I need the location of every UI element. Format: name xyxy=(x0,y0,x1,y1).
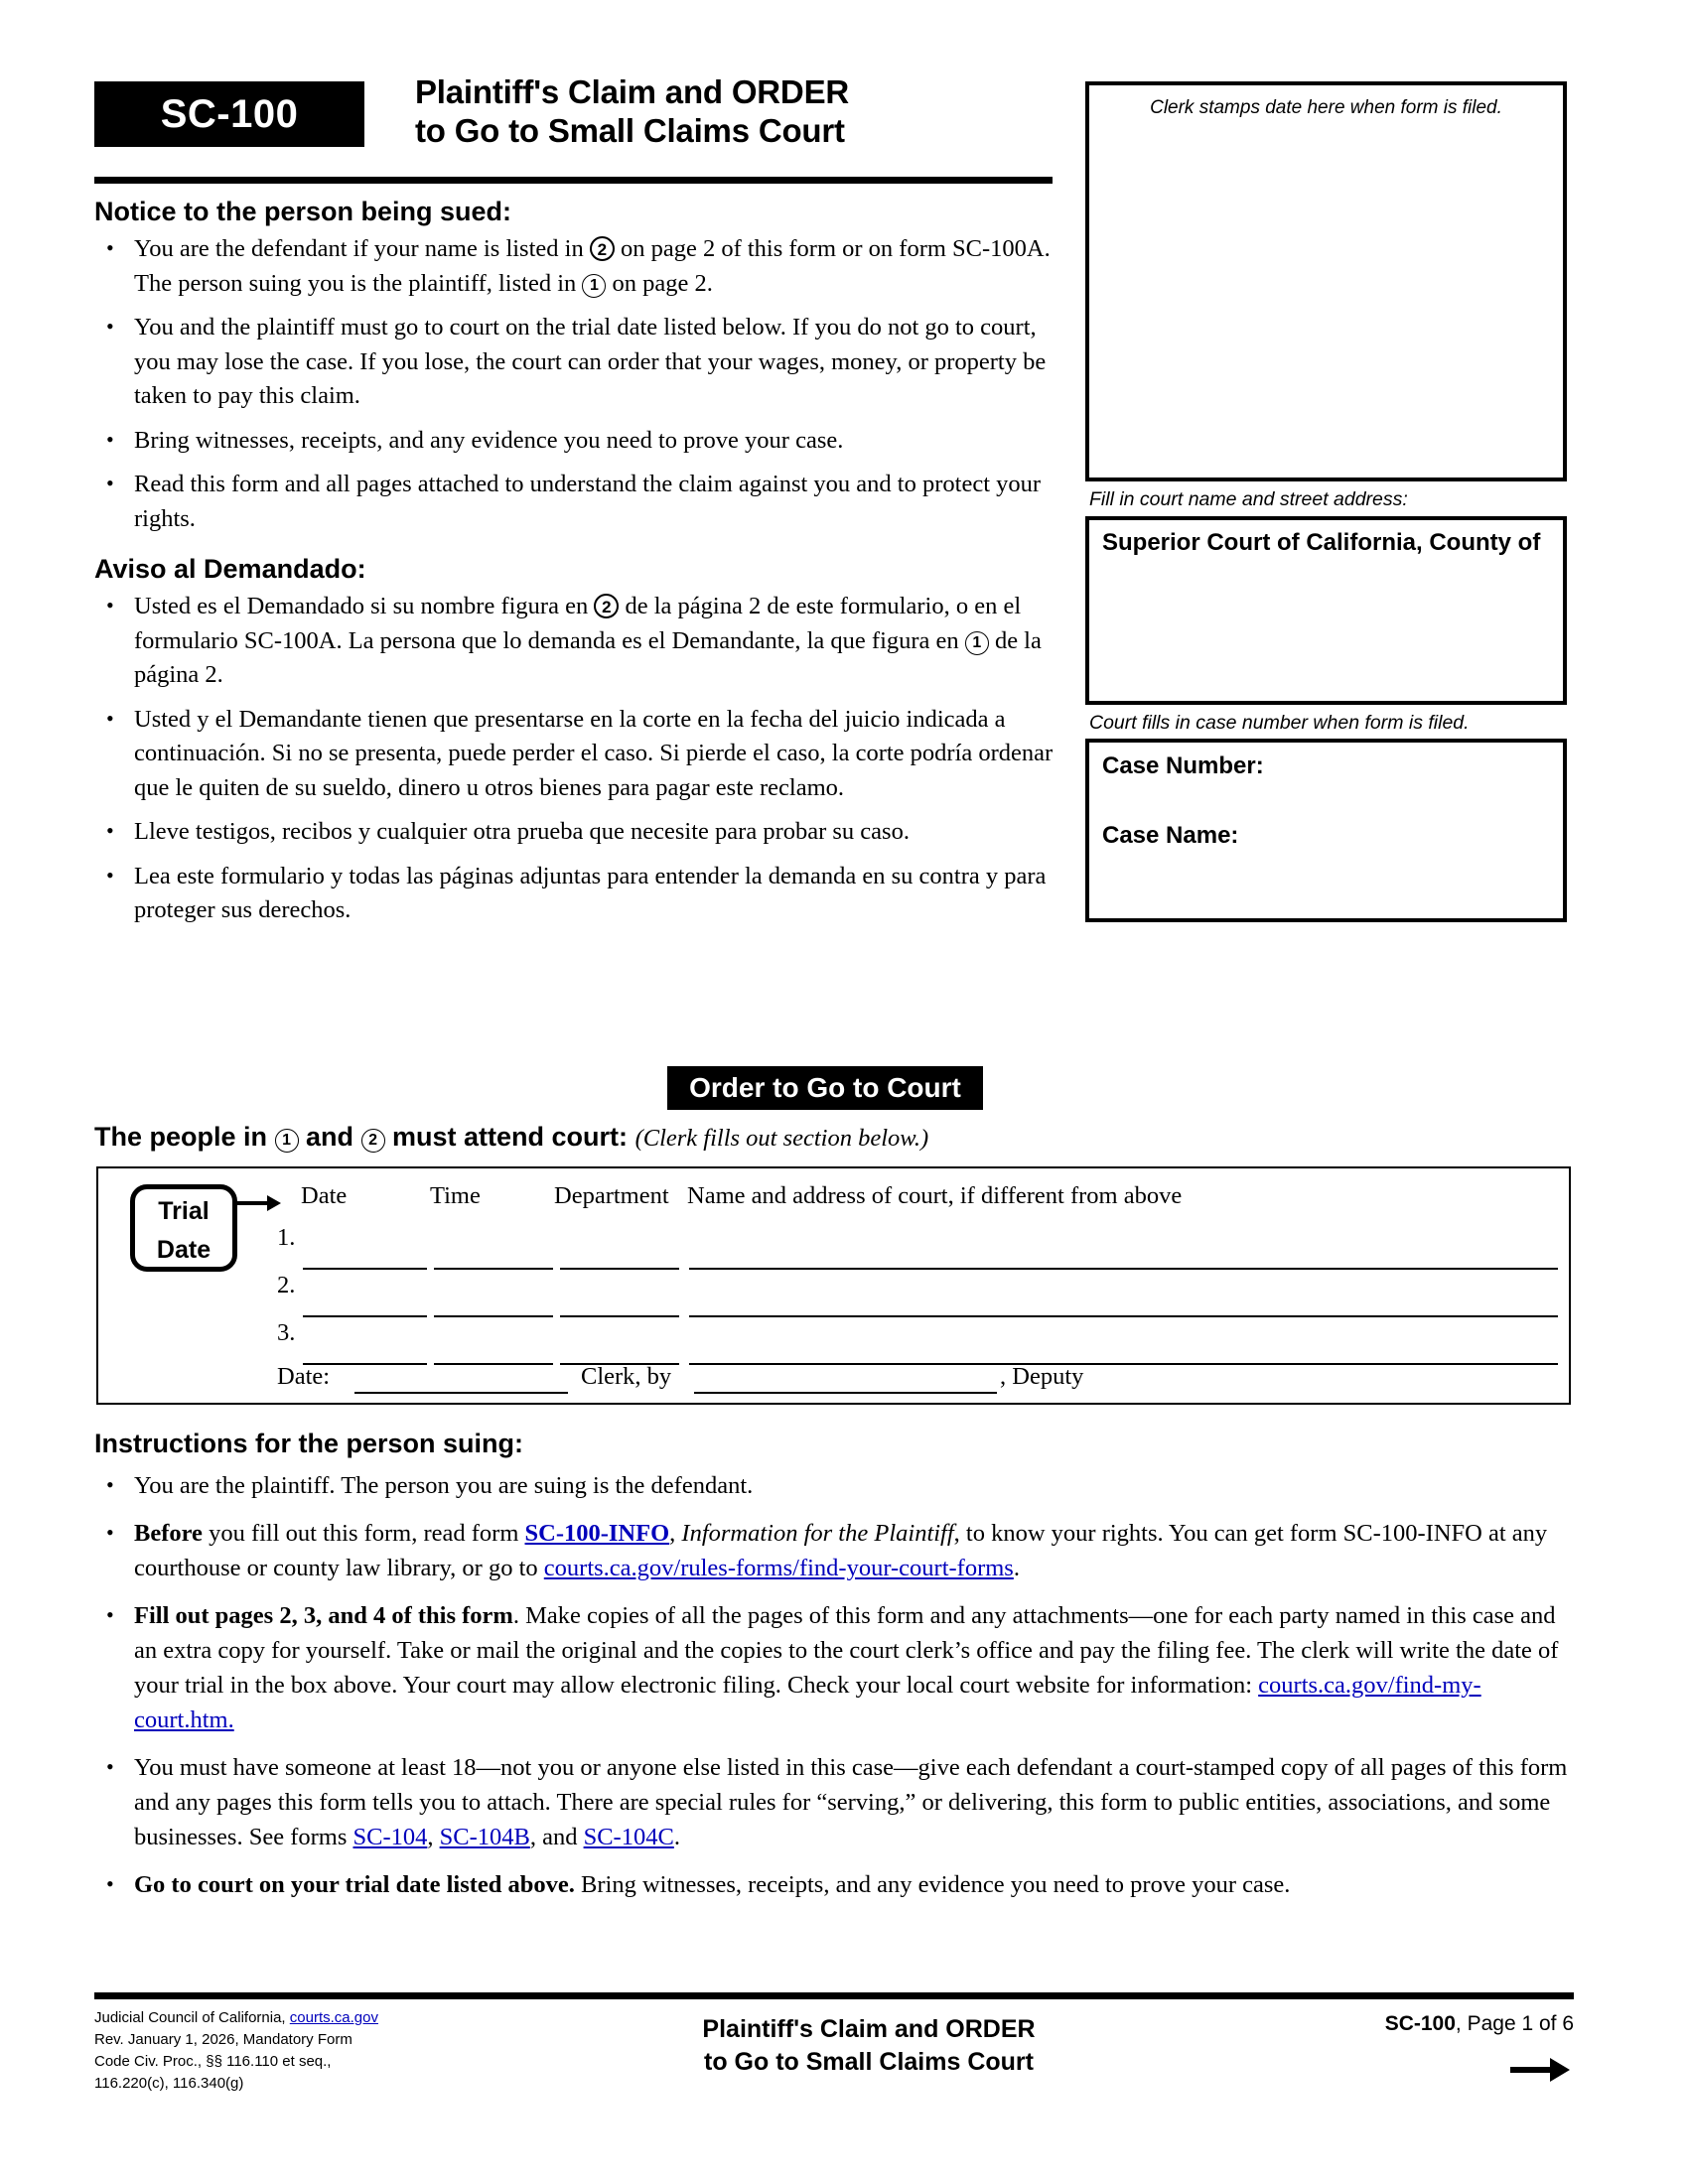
column-header-name-address: Name and address of court, if different from above xyxy=(687,1182,1183,1209)
instr-b2-t1: . Make copies of all the pages of this form and any attachments—one for each party named in this case and an extra copy for yourself. Take or mail the original and the copies to the court clerk’s office and pay the filing fee. The clerk will write the date of your trial in the box above. Your court may allow electronic filing. Check your local court website for information: xyxy=(134,1602,1559,1699)
form-header xyxy=(94,73,1053,173)
footer-page-number: , Page 1 of 6 xyxy=(1455,2012,1574,2035)
court-name-caption: Fill in court name and street address: xyxy=(1089,488,1408,510)
circle-number-1-icon: 1 xyxy=(965,631,989,655)
column-header-department: Department xyxy=(554,1182,669,1209)
footer-form-title xyxy=(591,2013,1147,2079)
circle-number-1-icon: 1 xyxy=(582,274,606,298)
row-number: 2. xyxy=(277,1272,296,1298)
header-divider xyxy=(94,177,1053,184)
attend-post: must attend court: xyxy=(384,1122,629,1152)
row2-name-address-blank[interactable] xyxy=(689,1314,1558,1317)
attend-mid: and xyxy=(298,1122,361,1152)
circle-number-2-icon: 2 xyxy=(590,236,615,261)
trial-date-badge xyxy=(130,1184,237,1272)
row2-date-blank[interactable] xyxy=(303,1314,427,1317)
link-find-my-court[interactable]: courts.ca.gov/find-my-court.htm. xyxy=(134,1672,1481,1733)
footer-title-line1: Plaintiff's Claim and ORDER xyxy=(702,2015,1036,2043)
list-item xyxy=(94,590,1062,693)
footer-line4: 116.220(c), 116.340(g) xyxy=(94,2075,244,2092)
link-sc-104b[interactable]: SC-104B xyxy=(439,1824,530,1850)
link-find-your-court-forms[interactable]: courts.ca.gov/rules-forms/find-your-court-forms xyxy=(543,1555,1014,1581)
footer-divider xyxy=(94,1992,1574,1999)
list-item: • Lea este formulario y todas las páginas adjuntas para entender la demanda en su contra y para proteger sus derechos. xyxy=(94,860,1062,928)
trial-badge-line1: Trial xyxy=(158,1197,210,1225)
row1-department-blank[interactable] xyxy=(560,1267,679,1270)
case-info-box[interactable] xyxy=(1085,739,1567,922)
footer-legal-block xyxy=(94,2007,521,2095)
clerk-date-label: Date: xyxy=(277,1363,331,1390)
page-title xyxy=(415,72,849,150)
instr-b1-p2: you fill out this form, read form xyxy=(202,1520,525,1547)
table-row xyxy=(277,1319,1558,1365)
list-item xyxy=(94,1598,1574,1737)
next-page-arrow-icon xyxy=(1508,2055,1570,2085)
link-sc-104c[interactable]: SC-104C xyxy=(583,1824,674,1850)
footer-line1 xyxy=(94,2007,521,2029)
row1-date-blank[interactable] xyxy=(303,1267,427,1270)
page-title-line1: Plaintiff's Claim and ORDER xyxy=(415,73,850,110)
aviso-heading: Aviso al Demandado: xyxy=(94,554,366,584)
list-item xyxy=(94,1867,1574,1902)
circle-number-2-icon: 2 xyxy=(594,594,619,618)
arrow-right-icon xyxy=(237,1192,281,1214)
aviso-b0-pre: Usted es el Demandado si su nombre figura en xyxy=(134,593,595,619)
row-number: 3. xyxy=(277,1319,296,1346)
row-number: 1. xyxy=(277,1224,296,1251)
instr-b4-t1: Bring witnesses, receipts, and any evidence you need to prove your case. xyxy=(574,1871,1291,1898)
circle-number-1-icon: 1 xyxy=(275,1129,299,1153)
instr-b1-p3: , xyxy=(669,1520,682,1547)
list-item xyxy=(94,232,1062,301)
column-header-date: Date xyxy=(301,1182,348,1209)
footer-line2: Rev. January 1, 2026, Mandatory Form xyxy=(94,2031,352,2048)
footer-page-indicator xyxy=(1246,2012,1574,2036)
table-row xyxy=(277,1224,1558,1270)
list-item: • Usted y el Demandante tienen que presentarse en la corte en la fecha del juicio indicada a continuación. Si no se presenta, puede perder el caso. Si pierde el caso, la corte podría ordenar que le quiten de su sueldo, dinero u otros bienes para pagar este reclamo. xyxy=(94,703,1062,806)
notice-heading: Notice to the person being sued: xyxy=(94,197,512,226)
page-footer xyxy=(94,2007,1574,2136)
footer-form-code: SC-100 xyxy=(1384,2012,1456,2035)
instr-b1-before: Before xyxy=(134,1520,203,1547)
clerk-by-label: Clerk, by xyxy=(581,1363,672,1390)
footer-council: Judicial Council of California, xyxy=(94,2009,290,2026)
row2-time-blank[interactable] xyxy=(434,1314,553,1317)
notice-b0-mid: on page 2 of this form or on form SC-100A. The person suing you is the plaintiff, listed in xyxy=(134,235,1051,297)
clerk-stamp-caption: Clerk stamps date here when form is filed. xyxy=(1150,97,1502,118)
row3-name-address-blank[interactable] xyxy=(689,1362,1558,1365)
instr-b1-italic: Information for the Plaintiff xyxy=(681,1520,954,1547)
row3-time-blank[interactable] xyxy=(434,1362,553,1365)
instructions-heading: Instructions for the person suing: xyxy=(94,1429,524,1458)
form-code-badge: SC-100 xyxy=(94,81,364,147)
list-item xyxy=(94,1750,1574,1854)
list-item: • Bring witnesses, receipts, and any evidence you need to prove your case. xyxy=(94,424,1062,459)
instr-b4-bold: Go to court on your trial date listed above. xyxy=(134,1871,575,1898)
instr-b3-t2: . xyxy=(673,1824,680,1850)
link-sc-104[interactable]: SC-104 xyxy=(352,1824,428,1850)
row1-name-address-blank[interactable] xyxy=(689,1267,1558,1270)
case-number-label: Case Number: xyxy=(1102,752,1264,779)
footer-line3: Code Civ. Proc., §§ 116.110 et seq., xyxy=(94,2053,332,2070)
clerk-fills-note: (Clerk fills out section below.) xyxy=(634,1125,929,1152)
clerk-stamp-box[interactable] xyxy=(1085,81,1567,481)
list-item: • Read this form and all pages attached to understand the claim against you and to protect your rights. xyxy=(94,468,1062,536)
link-courts-ca-gov[interactable]: courts.ca.gov xyxy=(289,2009,378,2026)
instr-b2-bold: Fill out pages 2, 3, and 4 of this form xyxy=(134,1602,513,1629)
notice-b0-pre: You are the defendant if your name is listed in xyxy=(134,235,590,262)
instructions-bullet-list xyxy=(94,1468,1574,1902)
list-item: • You are the plaintiff. The person you are suing is the defendant. xyxy=(94,1468,1574,1503)
case-number-caption: Court fills in case number when form is filed. xyxy=(1089,712,1470,734)
list-item xyxy=(94,1516,1574,1585)
aviso-b0-post: de la página 2. xyxy=(134,626,1042,688)
court-name-prefill: Superior Court of California, County of xyxy=(1102,529,1541,556)
instr-b3-t1: You must have someone at least 18—not you or anyone else listed in this case—give each defendant a court-stamped copy of all pages of this form and any pages this form tells you to attach. There are special rules for “serving,” or delivering, this form to public entities, associations, and some businesses. See forms xyxy=(134,1754,1568,1850)
column-header-time: Time xyxy=(430,1182,481,1209)
list-item: • Lleve testigos, recibos y cualquier otra prueba que necesite para probar su caso. xyxy=(94,815,1062,850)
notice-bullet-list xyxy=(94,232,1062,536)
page-title-line2: to Go to Small Claims Court xyxy=(415,112,845,149)
table-row xyxy=(277,1272,1558,1317)
instr-b1-p5: . xyxy=(1013,1555,1020,1581)
trial-badge-line2: Date xyxy=(156,1236,211,1264)
row2-department-blank[interactable] xyxy=(560,1314,679,1317)
notice-b0-post: on page 2. xyxy=(606,269,713,297)
attend-pre: The people in xyxy=(94,1122,275,1152)
notice-column xyxy=(94,195,1062,938)
trial-date-table xyxy=(96,1166,1571,1405)
aviso-bullet-list xyxy=(94,590,1062,928)
deputy-label: , Deputy xyxy=(1000,1363,1084,1390)
list-item: • You and the plaintiff must go to court on the trial date listed below. If you do not go to court, you may lose the case. If you lose, the court can order that your wages, money, or property be taken to pay this claim. xyxy=(94,311,1062,414)
footer-title-line2: to Go to Small Claims Court xyxy=(704,2048,1034,2076)
instr-b3-sep2: , and xyxy=(529,1824,584,1850)
link-sc-100-info[interactable]: SC-100-INFO xyxy=(524,1520,670,1547)
instr-b1-p4: , to know your rights. You can get form SC-100-INFO at any courthouse or county law library, or go to xyxy=(134,1520,1548,1581)
aviso-b0-mid: de la página 2 de este formulario, o en el formulario SC-100A. La persona que lo demanda es el Demandante, la que figura en xyxy=(134,593,1022,654)
court-name-address-field[interactable] xyxy=(1085,516,1567,705)
clerk-date-blank[interactable] xyxy=(354,1391,568,1394)
clerk-by-blank[interactable] xyxy=(694,1391,997,1394)
order-to-go-to-court-banner: Order to Go to Court xyxy=(667,1066,983,1110)
row1-time-blank[interactable] xyxy=(434,1267,553,1270)
must-attend-court-line xyxy=(94,1122,928,1153)
case-name-label: Case Name: xyxy=(1102,822,1239,849)
circle-number-2-icon: 2 xyxy=(361,1129,385,1153)
instructions-section xyxy=(94,1427,1574,1915)
instr-b3-sep1: , xyxy=(427,1824,440,1850)
